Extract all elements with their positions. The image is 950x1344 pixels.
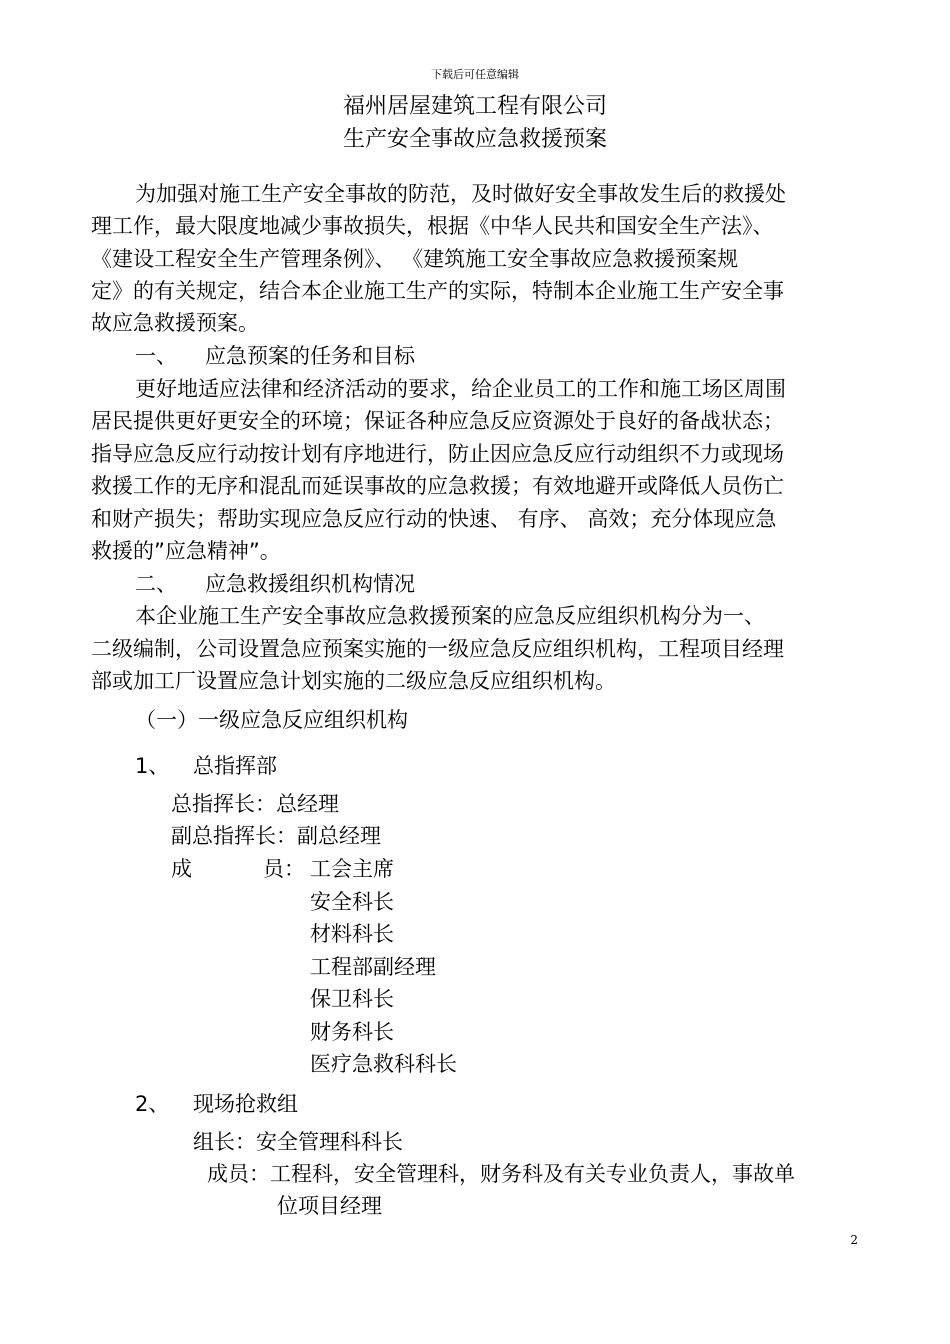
intro-line: 理工作，最大限度地减少事故损失，根据《中华人民共和国安全生产法》、 [91,214,774,238]
section-heading: 应急救援组织机构情况 [205,572,415,596]
body-line: 本企业施工生产安全事故应急救援预案的应急反应组织机构分为一、 [135,604,765,628]
body-line: 救援的”应急精神”。 [91,539,281,563]
page-number: 2 [850,1233,858,1247]
intro-line: 定》的有关规定，结合本企业施工生产的实际，特制本企业施工生产安全事 [91,279,784,303]
body-line: 居民提供更好更安全的环境；保证各种应急反应资源处于良好的备战状态； [91,409,784,433]
member-item: 工会主席 [310,857,394,881]
member-item: 医疗急救科科长 [310,1052,457,1076]
members2-line: 成员：工程科，安全管理科，财务科及有关专业负责人，事故单 [207,1162,795,1186]
body-line: 和财产损失；帮助实现应急反应行动的快速、 有序、 高效；充分体现应急 [91,507,777,531]
deputy-line: 副总指挥长：副总经理 [171,824,381,848]
body-line: 更好地适应法律和经济活动的要求，给企业员工的工作和施工场区周围 [135,377,786,401]
body-line: 救援工作的无序和混乱而延误事故的应急救援；有效地避开或降低人员伤亡 [91,474,784,498]
member-item: 保卫科长 [310,987,394,1011]
body-line: 部或加工厂设置应急计划实施的二级应急反应组织机构。 [91,669,616,693]
company-title: 福州居屋建筑工程有限公司 [342,94,607,119]
subsection-heading: （一）一级应急反应组织机构 [135,708,408,732]
member-item: 财务科长 [310,1020,394,1044]
member-item: 工程部副经理 [310,955,436,979]
intro-line: 为加强对施工生产安全事故的防范，及时做好安全事故发生后的救援处 [135,182,786,206]
section-number: 一、 [135,344,177,368]
item-number: 2、 [135,1092,170,1116]
members2-line: 位项目经理 [277,1194,382,1218]
commander-line: 总指挥长：总经理 [171,792,339,816]
item-number: 1、 [135,754,170,778]
section-heading: 应急预案的任务和目标 [205,344,415,368]
leader-line: 组长：安全管理科科长 [193,1130,403,1154]
member-item: 材料科长 [310,922,394,946]
item-heading: 现场抢救组 [193,1092,298,1116]
members-label-char: 成 [171,857,192,881]
body-line: 二级编制，公司设置急应预案实施的一级应急反应组织机构，工程项目经理 [91,637,784,661]
header-note: 下载后可任意编辑 [431,68,519,81]
members-label-char: 员： [263,857,305,881]
intro-line: 《建设工程安全生产管理条例》、 《建筑施工安全事故应急救援预案规 [91,247,739,271]
intro-line: 故应急救援预案。 [91,311,259,335]
section-number: 二、 [135,572,177,596]
body-line: 指导应急反应行动按计划有序地进行，防止因应急反应行动组织不力或现场 [91,442,784,466]
member-item: 安全科长 [310,890,394,914]
item-heading: 总指挥部 [193,754,277,778]
document-title: 生产安全事故应急救援预案 [342,127,607,152]
